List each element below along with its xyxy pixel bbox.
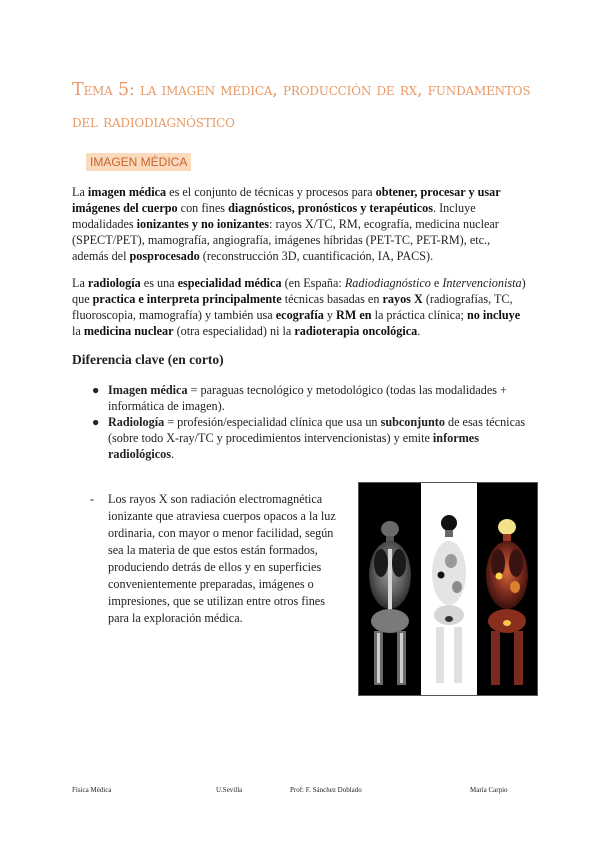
bullet-marker: ● [92, 415, 100, 429]
pet-ct-figure-graphic [359, 483, 537, 695]
subheading-diferencia-clave: Diferencia clave (en corto) [72, 352, 224, 367]
paragraph-imagen-medica: La imagen médica es el conjunto de técnicas y procesos para obtener, procesar y usar imágenes del cuerpo con fines diagnósticos, pronósticos y terapéuticos. Incluye modalidades ionizantes y no ionizantes: rayos X/TC, RM, ecografía, medicina nuclear (SPECT/PET), mamografía, angiografía, imágenes híbridas (PET-TC, PET-RM), etc., además del posprocesado (reconstrucción 3D, cuantificación, IA, PACS). [72, 185, 501, 263]
bullet-item: ● Imagen médica = paraguas tecnológico y metodológico (todas las modalidades + informática de imagen). [92, 383, 507, 413]
footer-professor: Prof: F. Sánchez Doblado [290, 786, 362, 794]
pet-ct-scan-image [358, 482, 538, 696]
dash-item-text: Los rayos X son radiación electromagnética ionizante que atraviesa cuerpos opacos a la luz ordinaria, con mayor o menor facilidad, según sea la materia de que estos están formados, produciendo detrás de ellos y en superficies convenientemente preparadas, imágenes o impresiones, que se utilizan entre otros fines para la exploración médica. [108, 492, 336, 625]
dash-marker: - [90, 492, 95, 506]
page-title: Tema 5: la imagen médica, producción de rx, fundamentos del radiodiagnóstico [72, 80, 531, 132]
bullet-item: ● Radiología = profesión/especialidad clínica que usa un subconjunto de esas técnicas (sobre todo X-ray/TC y procedimientos intervencionistas) y emite informes radiológicos. [92, 415, 526, 461]
dash-list-item [90, 491, 348, 627]
section-heading: IMAGEN MÉDICA [86, 153, 191, 171]
bullet-marker: ● [92, 383, 100, 397]
page-footer [0, 786, 600, 800]
bullet-list [92, 382, 528, 462]
paragraph-radiologia: La radiología es una especialidad médica (en España: Radiodiagnóstico e Intervencionista) que practica e interpreta principalmente técnicas basadas en rayos X (radiografías, TC, fluoroscopia, mamografía) y también usa ecografía y RM en la práctica clínica; no incluye la medicina nuclear (otra especialidad) ni la radioterapia oncológica. [72, 276, 526, 338]
footer-university: U.Sevilla [216, 786, 243, 794]
footer-subject: Física Médica [72, 786, 112, 794]
footer-author: María Carpio [470, 786, 508, 794]
